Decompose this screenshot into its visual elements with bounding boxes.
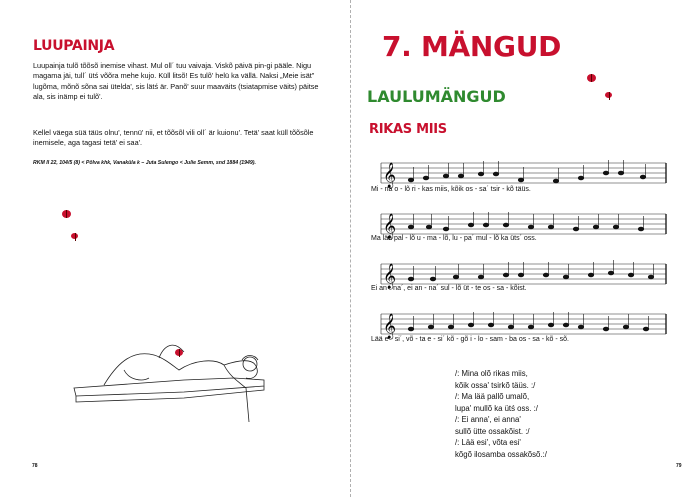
ladybug-icon [587, 74, 596, 82]
ladybug-icon [71, 233, 78, 239]
poem-line: /: Ei anna', ei anna' [455, 415, 521, 424]
poem-line: lupa' mullõ ka ütś oss. :/ [455, 403, 538, 413]
ladybug-icon [62, 210, 71, 218]
story-paragraph-2: Kellel väega süä täüs olnu', tennü' nii, et tõõsõl vili oll´ är kuionu'. Tetä' saat küll tõõsõle inemisele, aga tagasi tetä' ei saa'. [33, 128, 314, 148]
music-staff-3 [371, 253, 671, 307]
music-staff-1 [371, 152, 671, 206]
lyrics-line-2: Ma lää pal - lõ u - ma - lõ, lu - pa´ mul - lõ ka üts´ oss. [371, 235, 537, 242]
lyrics-line-4: Lää e - si´, võ - ta e - si´ kõ - gõ i - lo - sam - ba os - sa - kõ - sõ. [371, 336, 569, 343]
page-number-right: 79 [676, 463, 682, 469]
svg-text:𝄞: 𝄞 [383, 264, 397, 289]
music-staff-4 [371, 303, 671, 357]
chapter-title: 7. MÄNGUD [382, 30, 562, 63]
lyrics-line-1: Mi - na o - lõ ri - kas miis, kõik os - sa´ tsir - kõ täüs. [371, 186, 531, 193]
story-title: LUUPAINJA [33, 38, 115, 54]
page-number-left: 78 [32, 463, 38, 469]
song-title: RIKAS MIIS [369, 122, 447, 137]
poem-line: kõik ossa' tsirkõ täüs. :/ [455, 380, 536, 390]
poem-line: sullõ ütte ossakõist. :/ [455, 426, 530, 436]
archive-source: RKM II 22, 104/5 (8) < Põlva khk, Vanaküla k – Juta Sulengo < Julie Semm, snd 1884 (1949). [33, 160, 256, 166]
music-staff-2 [371, 203, 671, 257]
poem-line: /: Mina olõ rikas miis, [455, 369, 528, 378]
section-title: LAULUMÄNGUD [367, 87, 506, 106]
svg-text:𝄞: 𝄞 [383, 214, 397, 239]
ladybug-icon [605, 92, 612, 98]
poem-line: /: Ma lää pallõ umalõ, [455, 392, 530, 401]
sleeping-figure-illustration [64, 330, 284, 430]
svg-text:𝄞: 𝄞 [383, 163, 397, 188]
right-page [351, 0, 700, 497]
svg-text:𝄞: 𝄞 [383, 314, 397, 339]
poem-line: kõgõ ilosamba ossakõsõ.:/ [455, 449, 547, 459]
lyrics-line-3: Ei an - na´, ei an - na´ sul - lõ üt - te os - sa - kõist. [371, 285, 527, 292]
poem-line: /: Lää esi', võta esi' [455, 438, 521, 447]
story-paragraph-1: Luupainja tulõ tõõsõ inemise vihast. Mul oll´ tuu vaivaja. Viskõ päivä pin-gi pääle. Nigu magama jäi, tull´ ütś võõra mehe kujo. Küll litsõ! Es tulõ' helü ka vällä. Naksi „Meie isät" lugõma, mõnõ sõna sai ütelda', sis lätś är. Panõ' suur maaväits (tsiatapmise väits) päitse ala, sis inämp ei tulõ'. [33, 61, 319, 102]
song-text [455, 368, 547, 460]
